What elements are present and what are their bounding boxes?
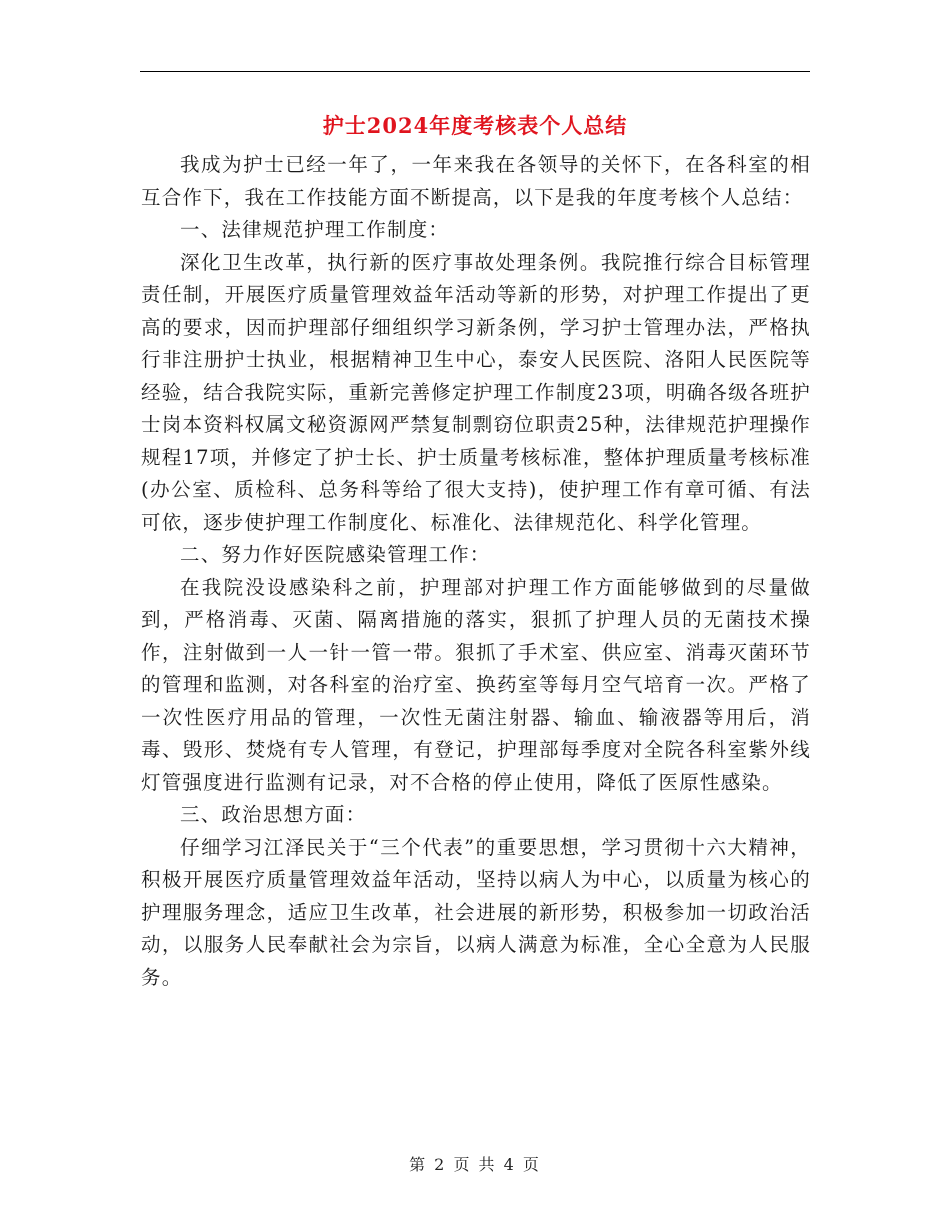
paragraph-section-1: 深化卫生改革，执行新的医疗事故处理条例。我院推行综合目标管理责任制，开展医疗质量管理效益年活动等新的形势，对护理工作提出了更高的要求，因而护理部仔细组织学习新条例，学习护士管理办法，严格执行非注册护士执业，根据精神卫生中心，泰安人民医院、洛阳人民医院等经验，结合我院实际，重新完善修定护理工作制度23项，明确各级各班护士岗本资料权属文秘资源网严禁复制剽窃位职责25种，法律规范护理操作规程17项，并修定了护士长、护士质量考核标准，整体护理质量考核标准(办公室、质检科、总务科等给了很大支持)，使护理工作有章可循、有法可依，逐步使护理工作制度化、标准化、法律规范化、科学化管理。 bbox=[141, 250, 811, 534]
section-heading-1: 一、法律规范护理工作制度： bbox=[180, 218, 450, 241]
paragraph-section-3: 仔细学习江泽民关于“三个代表”的重要思想，学习贯彻十六大精神，积极开展医疗质量管理效益年活动，坚持以病人为中心，以质量为核心的护理服务理念，适应卫生改革，社会进展的新形势，积极参加一切政治活动，以服务人民奉献社会为宗旨，以病人满意为标准，全心全意为人民服务。 bbox=[141, 835, 811, 989]
page-number: 第 2 页 共 4 页 bbox=[409, 1155, 541, 1174]
paragraph-section-2: 在我院没设感染科之前，护理部对护理工作方面能够做到的尽量做到，严格消毒、灭菌、隔离措施的落实，狠抓了护理人员的无菌技术操作，注射做到一人一针一管一带。狠抓了手术室、供应室、消毒灭菌环节的管理和监测，对各科室的治疗室、换药室等每月空气培育一次。严格了一次性医疗用品的管理，一次性无菌注射器、输血、输液器等用后，消毒、毁形、焚烧有专人管理，有登记，护理部每季度对全院各科室紫外线灯管强度进行监测有记录，对不合格的停止使用，降低了医原性感染。 bbox=[141, 575, 811, 794]
paragraph-intro: 我成为护士已经一年了，一年来我在各领导的关怀下，在各科室的相互合作下，我在工作技能方面不断提高，以下是我的年度考核个人总结： bbox=[141, 153, 811, 209]
section-heading-2: 二、努力作好医院感染管理工作： bbox=[180, 543, 491, 566]
header-rule bbox=[140, 71, 810, 72]
section-heading-3: 三、政治思想方面： bbox=[180, 803, 367, 826]
document-body bbox=[141, 149, 811, 994]
document-title: 护士2024年度考核表个人总结 bbox=[322, 113, 628, 138]
